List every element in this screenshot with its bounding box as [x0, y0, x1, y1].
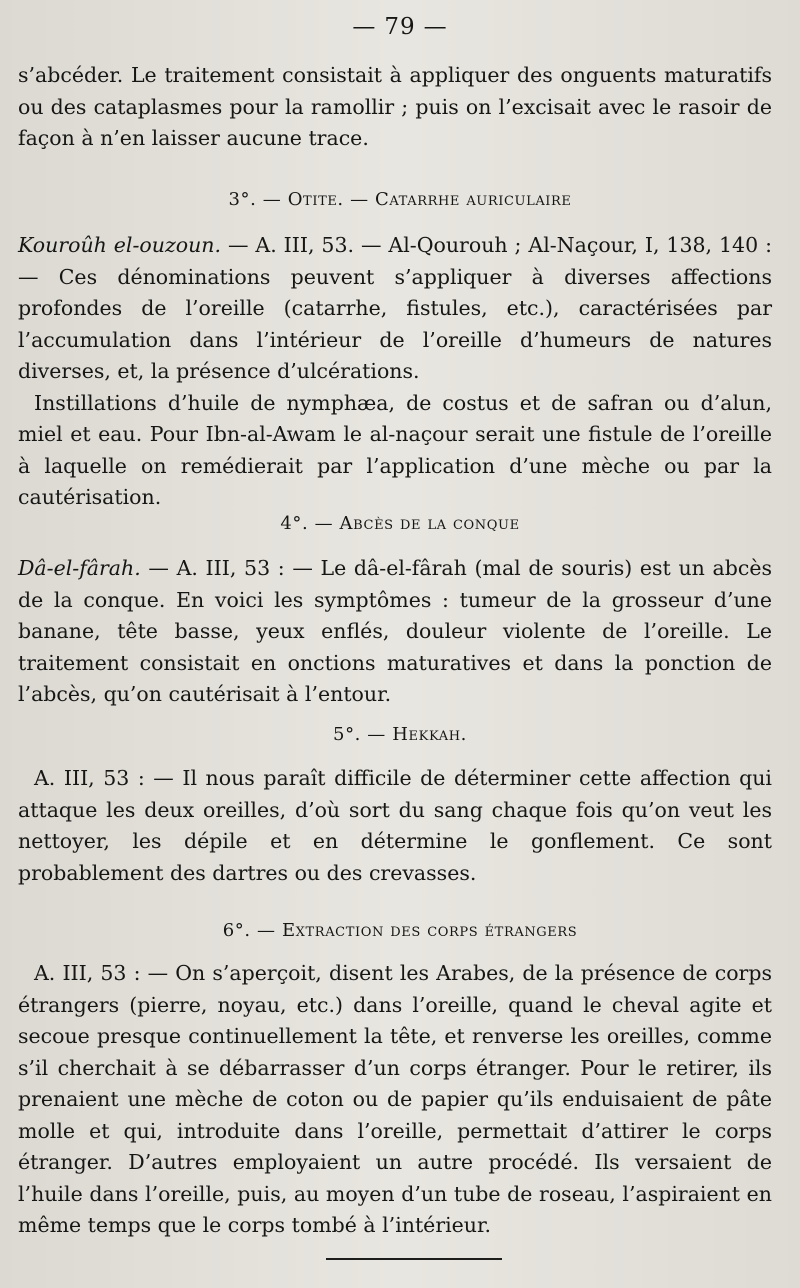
section-title-4: Abcès de la conque [339, 513, 520, 534]
section-number-5: 5°. — [333, 724, 386, 745]
section-number-4: 4°. — [280, 513, 334, 534]
opening-paragraph: s’abcéder. Le traitement consistait à appliquer des onguents maturatifs ou des cataplasmes pour la ramollir ; puis on l’excisait avec le rasoir de façon à n’en laisser aucune trace. [18, 63, 772, 150]
page-number-value: 79 [384, 14, 416, 40]
section-number-3: 3°. — [228, 189, 282, 210]
opening-paragraph-block [18, 60, 772, 155]
section-heading-4 [0, 513, 800, 534]
paragraph [18, 553, 772, 711]
paragraph-text: — A. III, 53 : — Le dâ-el-fârah (mal de souris) est un abcès de la conque. En voici les symptômes : tumeur de la grosseur d’une banane, tête basse, yeux enflés, douleur violente de l’oreille. Le traitement consistait en onctions maturatives et dans la ponction de l’abcès, qu’on cautérisait à l’entour. [18, 556, 772, 706]
term-kourouh: Kouroûh el-ouzoun. [18, 233, 222, 257]
section-heading-6 [0, 920, 800, 941]
section-heading-5 [0, 724, 800, 745]
term-da-el-farah: Dâ-el-fârah. [18, 556, 141, 580]
paragraph: A. III, 53 : — On s’aperçoit, disent les Arabes, de la présence de corps étrangers (pierre, noyau, etc.) dans l’oreille, quand le cheval agite et secoue presque continuellement la tête, et renverse les oreilles, comme s’il cherchait à se débarrasser d’un corps étranger. Pour le retirer, ils prenaient une mèche de coton ou de papier qu’ils enduisaient de pâte molle et qui, introduite dans l’oreille, permettait d’attirer le corps étranger. D’autres employaient un autre procédé. Ils versaient de l’huile dans l’oreille, puis, au moyen d’un tube de roseau, l’aspiraient en même temps que le corps tombé à l’intérieur. [18, 961, 772, 1237]
section-body-4 [18, 553, 772, 711]
section-body-5 [18, 763, 772, 889]
section-body-6 [18, 958, 772, 1242]
section-heading-3 [0, 189, 800, 210]
paragraph [18, 230, 772, 388]
page-number [0, 14, 800, 40]
paragraph: A. III, 53 : — Il nous paraît difficile de déterminer cette affection qui attaque les deux oreilles, d’où sort du sang chaque fois qu’on veut les nettoyer, les dépile et en détermine le gonflement. Ce sont probablement des dartres ou des crevasses. [18, 766, 772, 885]
section-title-3: Otite. — Catarrhe auriculaire [287, 189, 572, 210]
page-number-dash-left: — [352, 14, 377, 40]
section-number-6: 6°. — [222, 920, 276, 941]
section-title-5: Hekkah. [392, 724, 467, 745]
end-rule [326, 1258, 502, 1260]
section-title-6: Extraction des corps étrangers [281, 920, 578, 941]
paragraph: Instillations d’huile de nymphæa, de costus et de safran ou d’alun, miel et eau. Pour Ibn-al-Awam le al-naçour serait une fistule de l’oreille à laquelle on remédierait par l’application d’une mèche ou par la cautérisation. [18, 390, 772, 509]
paragraph-text: — A. III, 53. — Al-Qourouh ; Al-Naçour, I, 138, 140 : — Ces dénominations peuvent s’appliquer à diverses affections profondes de l’oreille (catarrhe, fistules, etc.), caractérisées par l’accumulation dans l’intérieur de l’oreille d’humeurs de natures diverses, et, la présence d’ulcérations. [18, 233, 772, 383]
section-body-3 [18, 230, 772, 514]
page-number-dash-right: — [423, 14, 448, 40]
